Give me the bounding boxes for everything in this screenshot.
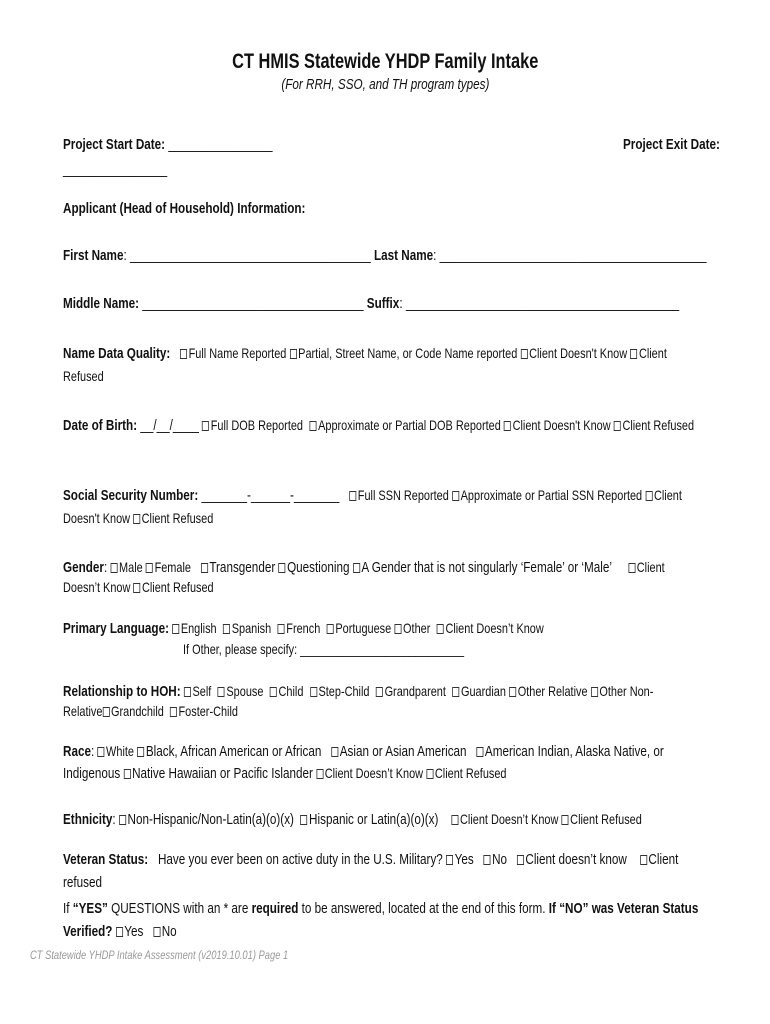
checkbox-icon	[562, 815, 569, 825]
ethnicity-opt-refused[interactable]: Client Refused	[562, 811, 642, 827]
checkbox-icon	[640, 855, 647, 865]
checkbox-icon	[223, 624, 230, 634]
dob-opt-full[interactable]: Full DOB Reported	[202, 417, 303, 433]
checkbox-icon	[218, 687, 225, 697]
gender-label: Gender	[63, 559, 104, 576]
checkbox-icon	[504, 421, 511, 431]
language-specify-field[interactable]: ___________________________	[297, 641, 465, 657]
gender-opt-nonbinary[interactable]: A Gender that is not singularly ‘Female’ or ‘Male’	[353, 559, 612, 576]
race-opt-black[interactable]: Black, African American or African	[137, 743, 321, 760]
first-name-label: First Name	[63, 247, 124, 264]
veteran-note: If “YES” QUESTIONS with an * are required to be answered, located at the end of this form. If “NO” was Veteran Status	[63, 900, 699, 917]
checkbox-icon	[645, 491, 652, 501]
checkbox-icon	[270, 687, 277, 697]
checkbox-icon	[202, 421, 209, 431]
dob-field[interactable]: __/__/____	[137, 417, 199, 434]
last-name-field[interactable]: : _________________________________________	[433, 247, 707, 264]
gender-row: Gender: Male Female Transgender Questioning A Gender that is not singularly ‘Female’ or ‘Male’ Client	[63, 559, 665, 576]
rel-opt-other-nonrelative[interactable]: Other Non-	[591, 683, 654, 699]
checkbox-icon	[451, 815, 458, 825]
race-label: Race	[63, 743, 91, 760]
checkbox-icon	[184, 687, 191, 697]
checkbox-icon	[331, 747, 338, 757]
checkbox-icon	[316, 769, 323, 779]
veteran-opt-client[interactable]: Client	[640, 851, 679, 868]
applicant-heading: Applicant (Head of Household) Information:	[63, 200, 306, 217]
name-quality-opt-full[interactable]: Full Name Reported	[180, 345, 286, 361]
veteran-verified-label: Verified?	[63, 923, 113, 940]
project-exit-label: Project Exit Date:	[623, 136, 720, 153]
checkbox-icon	[446, 855, 453, 865]
language-specify-row	[183, 639, 543, 659]
checkbox-icon	[137, 747, 144, 757]
checkbox-icon	[349, 491, 356, 501]
race-opt-pacific-islander[interactable]: Native Hawaiian or Pacific Islander	[124, 765, 313, 782]
checkbox-icon	[201, 563, 208, 573]
veteran-opt-dk[interactable]: Client doesn’t know	[517, 851, 627, 868]
checkbox-icon	[97, 747, 104, 757]
form-title: CT HMIS Statewide YHDP Family Intake	[231, 50, 539, 73]
name-quality-opt-refused[interactable]: Client	[630, 345, 667, 361]
checkbox-icon	[630, 349, 637, 359]
checkbox-icon	[394, 624, 401, 634]
project-exit-row	[623, 135, 747, 155]
relationship-wrap: Relative Grandchild Foster-Child	[63, 703, 238, 719]
ethnicity-label: Ethnicity	[63, 811, 113, 828]
project-exit-field[interactable]: ________________	[63, 161, 168, 178]
suffix-field[interactable]: : __________________________________________	[399, 295, 680, 312]
race-wrap: Indigenous Native Hawaiian or Pacific Islander Client Doesn’t Know Client Refused	[63, 765, 507, 782]
dob-row	[63, 415, 770, 436]
checkbox-icon	[376, 687, 383, 697]
veteran-label: Veteran Status:	[63, 851, 149, 868]
checkbox-icon	[591, 687, 598, 697]
name-quality-opt-dk[interactable]: Client Doesn't Know	[521, 345, 628, 361]
checkbox-icon	[172, 624, 179, 634]
checkbox-icon	[124, 769, 131, 779]
checkbox-icon	[614, 421, 621, 431]
name-row-1	[63, 246, 770, 266]
ssn-opt-client[interactable]: Client	[645, 487, 682, 503]
name-quality-opt-partial[interactable]: Partial, Street Name, or Code Name reported	[290, 345, 518, 361]
first-name-field[interactable]: : _____________________________________	[123, 247, 371, 264]
gender-opt-questioning[interactable]: Questioning	[278, 559, 349, 576]
language-opt-french[interactable]: French	[278, 620, 321, 636]
project-start-field[interactable]: ________________	[168, 136, 273, 153]
checkbox-icon	[110, 563, 117, 573]
rel-opt-self[interactable]: Self	[184, 683, 211, 699]
checkbox-icon	[521, 349, 528, 359]
gender-opt-refused[interactable]: Client Refused	[133, 579, 213, 595]
checkbox-icon	[278, 563, 285, 573]
checkbox-icon	[426, 769, 433, 779]
language-label: Primary Language:	[63, 620, 169, 637]
checkbox-icon	[146, 563, 153, 573]
checkbox-icon	[628, 563, 635, 573]
veteran-verified-row	[63, 922, 209, 942]
veteran-verified-yes[interactable]: Yes	[116, 923, 144, 940]
ethnicity-opt-non-hispanic[interactable]: Non-Hispanic/Non-Latin(a)(o)(x)	[119, 811, 294, 828]
gender-opt-client[interactable]: Client	[628, 559, 665, 575]
rel-opt-stepchild[interactable]: Step-Child	[310, 683, 370, 699]
gender-opt-transgender[interactable]: Transgender	[201, 559, 275, 576]
rel-opt-grandparent[interactable]: Grandparent	[376, 683, 446, 699]
gender-wrap: Doesn’t Know Client Refused	[63, 579, 214, 595]
checkbox-icon	[133, 514, 140, 524]
rel-opt-spouse[interactable]: Spouse	[218, 683, 264, 699]
race-opt-refused[interactable]: Client Refused	[426, 765, 506, 781]
checkbox-icon	[133, 583, 140, 593]
checkbox-icon	[452, 491, 459, 501]
checkbox-icon	[517, 855, 524, 865]
checkbox-icon	[452, 687, 459, 697]
language-opt-portuguese[interactable]: Portuguese	[327, 620, 391, 636]
gender-opt-male[interactable]: Male	[110, 559, 142, 575]
checkbox-icon	[170, 707, 177, 717]
veteran-wrap: refused	[63, 874, 103, 891]
checkbox-icon	[437, 624, 444, 634]
dob-label: Date of Birth:	[63, 417, 138, 434]
language-specify-label: If Other, please specify:	[183, 641, 298, 657]
relationship-row	[63, 681, 770, 702]
project-start-row	[63, 135, 332, 155]
ethnicity-row: Ethnicity: Non-Hispanic/Non-Latin(a)(o)(x) Hispanic or Latin(a)(o)(x) Client Doesn’t Know Client Refused	[63, 811, 642, 828]
checkbox-icon	[476, 747, 483, 757]
dob-opt-refused[interactable]: Client Refused	[614, 417, 694, 433]
veteran-row	[63, 850, 770, 870]
suffix-label: Suffix	[366, 295, 400, 312]
rel-opt-grandchild[interactable]: Grandchild	[102, 703, 163, 719]
ssn-opt-refused[interactable]: Client Refused	[133, 510, 213, 526]
race-row: Race: White Black, African American or African Asian or Asian American American Indian, Alaska Native, or	[63, 743, 664, 760]
ssn-opt-approx[interactable]: Approximate or Partial SSN Reported	[452, 487, 642, 503]
checkbox-icon	[102, 707, 109, 717]
checkbox-icon	[116, 927, 123, 937]
page-footer: CT Statewide YHDP Intake Assessment (v2019.10.01) Page 1	[30, 948, 289, 962]
race-opt-american-indian[interactable]: American Indian, Alaska Native, or	[476, 743, 663, 760]
race-opt-dk[interactable]: Client Doesn’t Know	[316, 765, 423, 781]
checkbox-icon	[180, 349, 187, 359]
checkbox-icon	[310, 421, 317, 431]
dob-opt-dk[interactable]: Client Doesn't Know	[504, 417, 611, 433]
gender-opt-female[interactable]: Female	[146, 559, 191, 575]
checkbox-icon	[153, 927, 160, 937]
ssn-opt-full[interactable]: Full SSN Reported	[349, 487, 449, 503]
middle-name-label: Middle Name:	[63, 295, 140, 312]
language-opt-english[interactable]: English	[172, 620, 216, 636]
checkbox-icon	[278, 624, 285, 634]
name-quality-wrap: Refused	[63, 368, 104, 384]
ssn-wrap: Doesn't Know Client Refused	[63, 510, 214, 526]
veteran-question: Have you ever been on active duty in the U.S. Military?	[157, 851, 443, 868]
race-opt-asian[interactable]: Asian or Asian American	[331, 743, 466, 760]
language-opt-dk[interactable]: Client Doesn’t Know	[437, 620, 544, 636]
language-opt-spanish[interactable]: Spanish	[223, 620, 271, 636]
checkbox-icon	[290, 349, 297, 359]
name-row-2	[63, 294, 770, 314]
checkbox-icon	[119, 815, 126, 825]
rel-opt-child[interactable]: Child	[270, 683, 303, 699]
checkbox-icon	[327, 624, 334, 634]
rel-opt-guardian[interactable]: Guardian	[452, 683, 506, 699]
checkbox-icon	[509, 687, 516, 697]
veteran-opt-yes[interactable]: Yes	[446, 851, 474, 868]
project-exit-field-row	[63, 160, 196, 180]
ssn-label: Social Security Number:	[63, 487, 199, 504]
project-start-label: Project Start Date:	[63, 136, 166, 153]
rel-opt-foster-child[interactable]: Foster-Child	[170, 703, 238, 719]
name-quality-row	[63, 343, 770, 364]
language-row	[63, 618, 679, 639]
checkbox-icon	[310, 687, 317, 697]
ssn-field[interactable]: _______-______-_______	[198, 487, 340, 504]
ssn-row	[63, 485, 770, 506]
race-opt-white[interactable]: White	[97, 743, 134, 759]
form-subtitle: (For RRH, SSO, and TH program types)	[280, 76, 490, 93]
ethnicity-opt-hispanic[interactable]: Hispanic or Latin(a)(o)(x)	[300, 811, 438, 828]
rel-opt-other-relative[interactable]: Other Relative	[509, 683, 587, 699]
dob-opt-approx[interactable]: Approximate or Partial DOB Reported	[310, 417, 501, 433]
name-quality-label: Name Data Quality:	[63, 345, 171, 362]
middle-name-field[interactable]: __________________________________	[139, 295, 364, 312]
last-name-label: Last Name	[373, 247, 434, 264]
checkbox-icon	[300, 815, 307, 825]
relationship-label: Relationship to HOH:	[63, 683, 181, 700]
checkbox-icon	[353, 563, 360, 573]
checkbox-icon	[483, 855, 490, 865]
language-opt-other[interactable]: Other	[394, 620, 430, 636]
ethnicity-opt-dk[interactable]: Client Doesn’t Know	[451, 811, 558, 827]
veteran-verified-no[interactable]: No	[153, 923, 177, 940]
veteran-opt-no[interactable]: No	[483, 851, 507, 868]
